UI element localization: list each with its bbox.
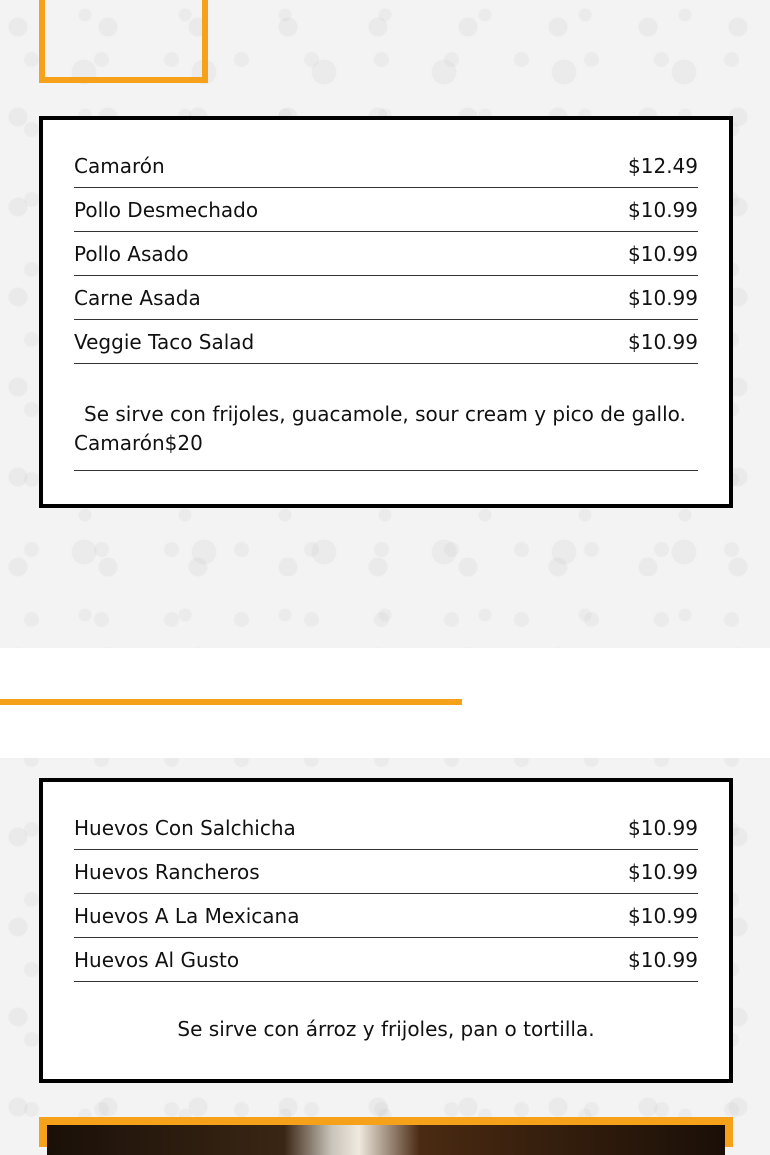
note-line: Se sirve con árroz y frijoles, pan o tortilla.	[177, 1017, 595, 1041]
menu-item-price: $10.99	[628, 903, 698, 928]
menu-item-name: Carne Asada	[74, 285, 201, 310]
top-image-frame	[39, 0, 208, 83]
menu-item-name: Veggie Taco Salad	[74, 329, 255, 354]
section-divider-bar	[0, 699, 462, 705]
menu-item-list	[74, 144, 698, 364]
menu-item-price: $10.99	[628, 947, 698, 972]
bottom-image-frame	[39, 1117, 733, 1147]
menu-item-name: Huevos Al Gusto	[74, 947, 240, 972]
menu-item	[74, 320, 698, 364]
menu-item	[74, 806, 698, 850]
menu-item-name: Huevos Rancheros	[74, 859, 260, 884]
menu-item-price: $10.99	[628, 815, 698, 840]
menu-section-note	[74, 1015, 698, 1044]
menu-section-note	[74, 396, 698, 471]
menu-item-name: Huevos A La Mexicana	[74, 903, 300, 928]
menu-item	[74, 894, 698, 938]
menu-item-price: $12.49	[628, 153, 698, 178]
menu-item-price: $10.99	[628, 285, 698, 310]
menu-item-name: Pollo Desmechado	[74, 197, 259, 222]
food-photo	[47, 1125, 725, 1155]
menu-item	[74, 938, 698, 982]
menu-card-salads	[39, 116, 733, 508]
menu-item	[74, 850, 698, 894]
menu-card-huevos	[39, 778, 733, 1083]
menu-item-list	[74, 806, 698, 982]
menu-item	[74, 188, 698, 232]
menu-item	[74, 144, 698, 188]
note-line: Camarón$20	[74, 431, 203, 455]
menu-item-price: $10.99	[628, 329, 698, 354]
menu-item-name: Pollo Asado	[74, 241, 189, 266]
menu-item	[74, 276, 698, 320]
menu-item-name: Camarón	[74, 153, 165, 178]
menu-item-price: $10.99	[628, 859, 698, 884]
menu-item-price: $10.99	[628, 197, 698, 222]
menu-item-price: $10.99	[628, 241, 698, 266]
menu-item-name: Huevos Con Salchicha	[74, 815, 296, 840]
note-line: Se sirve con frijoles, guacamole, sour cream y pico de gallo.	[84, 402, 686, 426]
menu-item	[74, 232, 698, 276]
